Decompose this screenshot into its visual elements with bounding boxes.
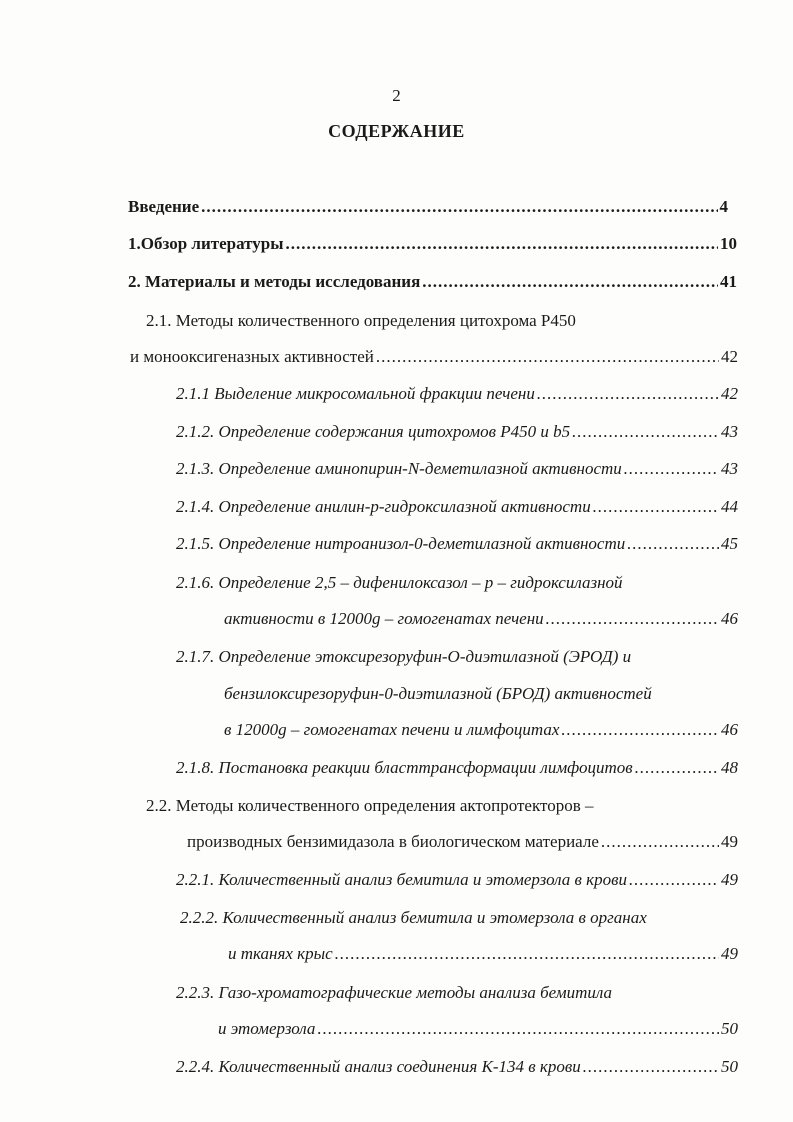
toc-label: Введение [128, 197, 200, 216]
toc-entry-introduction [128, 196, 728, 218]
toc-entry-2-1-2 [176, 421, 738, 443]
toc-label: 2.1.5. Определение нитроанизол-0-деметилазной активности [176, 534, 626, 553]
toc-leader-dots [422, 271, 718, 293]
toc-entry-2-1-8 [176, 757, 738, 779]
toc-leader-dots [546, 608, 719, 630]
toc-page: 49 [721, 832, 738, 851]
toc-label: 2.1.4. Определение анилин-р-гидроксилазной активности [176, 497, 591, 516]
toc-leader-dots [601, 831, 719, 853]
toc-leader-dots [635, 757, 719, 779]
toc-page: 43 [721, 422, 738, 441]
toc-leader-dots [537, 383, 719, 405]
toc-page: 41 [720, 272, 737, 291]
toc-entry-2-2-1 [176, 869, 738, 891]
toc-leader-dots [624, 458, 719, 480]
toc-leader-dots [627, 533, 719, 555]
toc-label: в 12000g – гомогенатах печени и лимфоцитах [224, 720, 560, 739]
toc-entry-2-1-7-line1: 2.1.7. Определение этоксирезоруфин-О-диэтилазной (ЭРОД) и [176, 647, 632, 666]
toc-page: 4 [719, 197, 728, 216]
toc-page: 48 [721, 758, 738, 777]
toc-page: 10 [720, 234, 737, 253]
toc-page: 49 [721, 944, 738, 963]
toc-label: 2. Материалы и методы исследования [128, 272, 421, 291]
toc-label: 1.Обзор литературы [128, 234, 284, 253]
toc-entry-2-2 [187, 831, 738, 853]
toc-entry-2-2-4 [176, 1056, 738, 1078]
toc-page: 44 [721, 497, 738, 516]
toc-entry-2-1-4 [176, 496, 738, 518]
toc-leader-dots [572, 421, 719, 443]
toc-entry-2-1-1 [176, 383, 738, 405]
toc-page: 50 [721, 1057, 738, 1076]
toc-label: и монооксигеназных активностей [130, 347, 374, 366]
toc-page: 45 [721, 534, 738, 553]
toc-entry-2-2-3-line1: 2.2.3. Газо-хроматографические методы анализа бемитила [176, 983, 612, 1002]
toc-leader-dots [286, 233, 718, 255]
toc-entry-2-1-7 [224, 719, 738, 741]
toc-page: 42 [721, 384, 738, 403]
toc-page: 46 [721, 720, 738, 739]
toc-entry-materials-methods [128, 271, 737, 293]
toc-entry-2-1-6 [224, 608, 738, 630]
toc-page: 50 [721, 1019, 738, 1038]
page-number: 2 [392, 86, 401, 105]
toc-label: и тканях крыс [228, 944, 333, 963]
toc-label: и этомерзола [218, 1019, 316, 1038]
toc-entry-2-1-line1: 2.1. Методы количественного определения цитохрома Р450 [146, 311, 576, 330]
toc-label: активности в 12000g – гомогенатах печени [224, 609, 544, 628]
toc-entry-2-2-line1: 2.2. Методы количественного определения актопротекторов – [146, 796, 594, 815]
toc-leader-dots [317, 1018, 719, 1040]
toc-label: 2.1.1 Выделение микросомальной фракции печени [176, 384, 535, 403]
toc-label: 2.1.3. Определение аминопирин-N-деметилазной активности [176, 459, 622, 478]
toc-leader-dots [593, 496, 719, 518]
toc-leader-dots [583, 1056, 719, 1078]
toc-entry-literature-review [128, 233, 737, 255]
toc-label: 2.2.1. Количественный анализ бемитила и этомерзола в крови [176, 870, 627, 889]
toc-entry-2-2-2 [228, 943, 738, 965]
toc-leader-dots [629, 869, 719, 891]
toc-leader-dots [376, 346, 719, 368]
toc-entry-2-1-6-line1: 2.1.6. Определение 2,5 – дифенилоксазол – р – гидроксилазной [176, 573, 623, 592]
toc-entry-2-1-7-line2: бензилоксирезоруфин-0-диэтилазной (БРОД) активностей [224, 684, 652, 703]
toc-entry-2-1-3 [176, 458, 738, 480]
page-title: СОДЕРЖАНИЕ [328, 121, 465, 141]
toc-leader-dots [201, 196, 717, 218]
toc-entry-2-1-5 [176, 533, 738, 555]
toc-page: 46 [721, 609, 738, 628]
toc-leader-dots [561, 719, 719, 741]
toc-entry-2-2-3 [218, 1018, 738, 1040]
toc-leader-dots [335, 943, 719, 965]
toc-page: 42 [721, 347, 738, 366]
toc-entry-2-2-2-line1: 2.2.2. Количественный анализ бемитила и этомерзола в органах [180, 908, 647, 927]
toc-label: 2.2.4. Количественный анализ соединения К-134 в крови [176, 1057, 581, 1076]
toc-label: 2.1.8. Постановка реакции бласттрансформации лимфоцитов [176, 758, 633, 777]
toc-label: 2.1.2. Определение содержания цитохромов Р450 и b5 [176, 422, 571, 441]
toc-label: производных бензимидазола в биологическом материале [187, 832, 599, 851]
toc-page: 43 [721, 459, 738, 478]
toc-page: 49 [721, 870, 738, 889]
toc-entry-2-1 [130, 346, 738, 368]
